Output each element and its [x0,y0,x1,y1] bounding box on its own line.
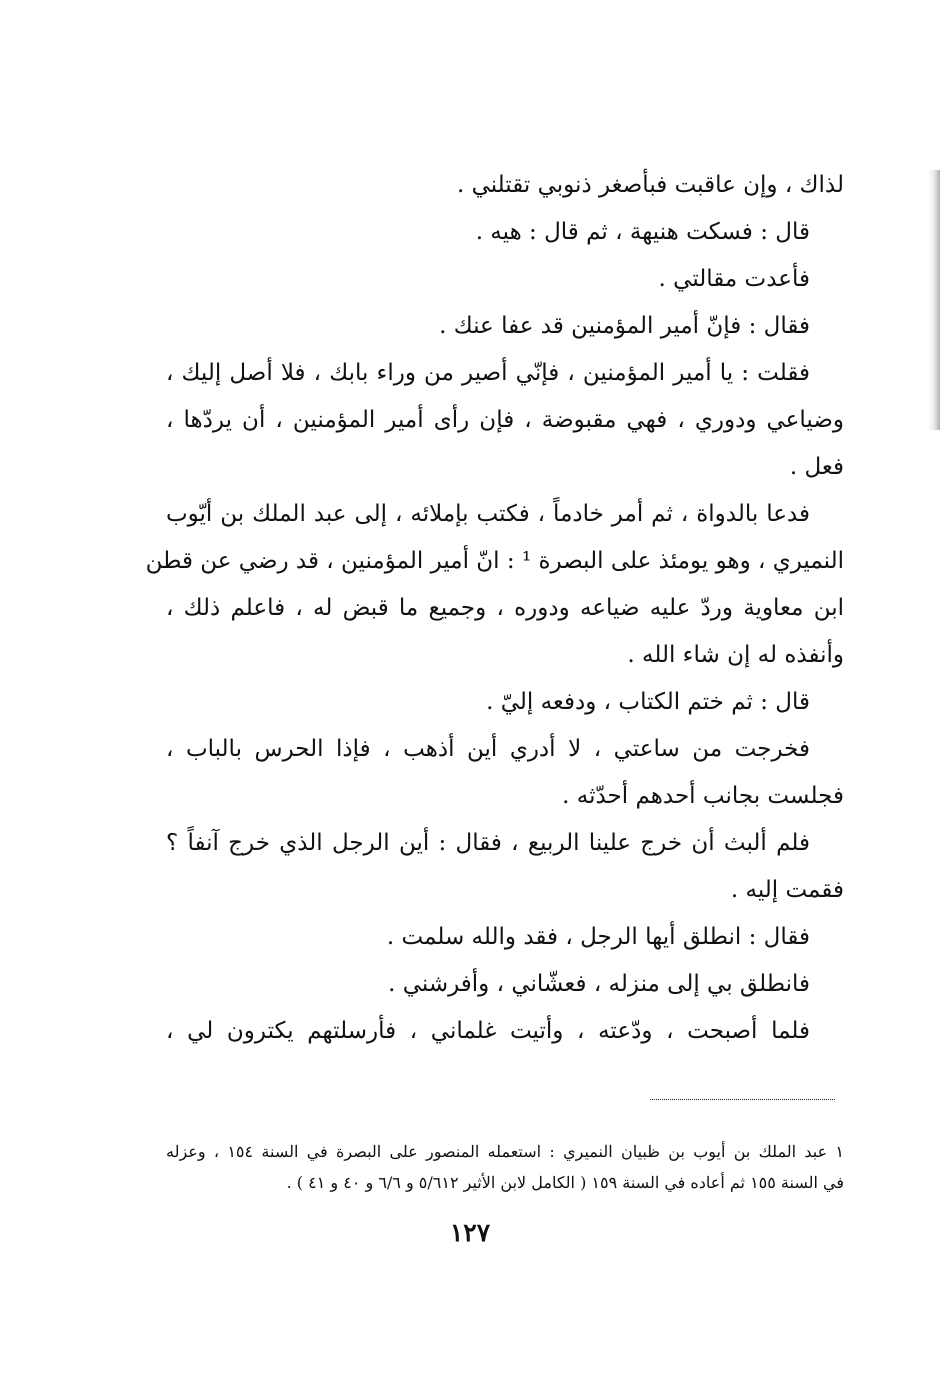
page-edge-shadow [928,170,940,430]
text-line: فخرجت من ساعتي ، لا أدري أين أذهب ، فإذا الحرس بالباب ، [166,736,810,762]
text-line: فقمت إليه . [730,877,844,903]
text-line: وضياعي ودوري ، فهي مقبوضة ، فإن رأى أمير المؤمنين ، أن يردّها ، [166,407,844,433]
footnote [166,1136,844,1198]
text-line: النميري ، وهو يومئذ على البصرة ¹ : انّ أمير المؤمنين ، قد رضي عن قطن [145,548,844,574]
page-number: ١٢٧ [449,1218,491,1247]
text-line: فقال : فإنّ أمير المؤمنين قد عفا عنك . [439,313,810,339]
text-line: فلم ألبث أن خرج علينا الربيع ، فقال : أين الرجل الذي خرج آنفاً ؟ [166,830,810,856]
text-line: لذاك ، وإن عاقبت فبأصغر ذنوبي تقتلني . [456,172,844,198]
footnote-line: في السنة ١٥٥ ثم أعاده في السنة ١٥٩ ( الكامل لابن الأثير ٥/٦١٢ و ٦/٦ و ٤٠ و ٤١ ) . [286,1173,844,1192]
text-line: فجلست بجانب أحدهم أحدّثه . [562,783,844,809]
text-line: قال : فسكت هنيهة ، ثم قال : هيه . [475,219,810,245]
text-line: ابن معاوية وردّ عليه ضياعه ودوره ، وجميع ما قبض له ، فاعلم ذلك ، [166,595,844,621]
text-line: فدعا بالدواة ، ثم أمر خادماً ، فكتب بإملائه ، إلى عبد الملك بن أيّوب [166,501,810,527]
main-text [145,162,844,1055]
text-line: وأنفذه له إن شاء الله . [627,642,844,668]
text-line: فعل . [789,454,844,480]
text-line: فلما أصبحت ، ودّعته ، وأتيت غلماني ، فأرسلتهم يكترون لي ، [166,1018,810,1044]
text-line: فانطلق بي إلى منزله ، فعشّاني ، وأفرشني . [388,971,810,997]
text-line: قال : ثم ختم الكتاب ، ودفعه إليّ . [486,689,810,715]
footnote-divider [650,1099,835,1100]
text-line: فقلت : يا أمير المؤمنين ، فإنّي أصير من وراء بابك ، فلا أصل إليك ، [166,360,810,386]
text-line: فأعدت مقالتي . [658,266,810,292]
footnote-line: ١ عبد الملك بن أيوب بن ظبيان النميري : استعمله المنصور على البصرة في السنة ١٥٤ ، وعزله [166,1142,845,1161]
text-line: فقال : انطلق أيها الرجل ، فقد والله سلمت . [386,924,810,950]
